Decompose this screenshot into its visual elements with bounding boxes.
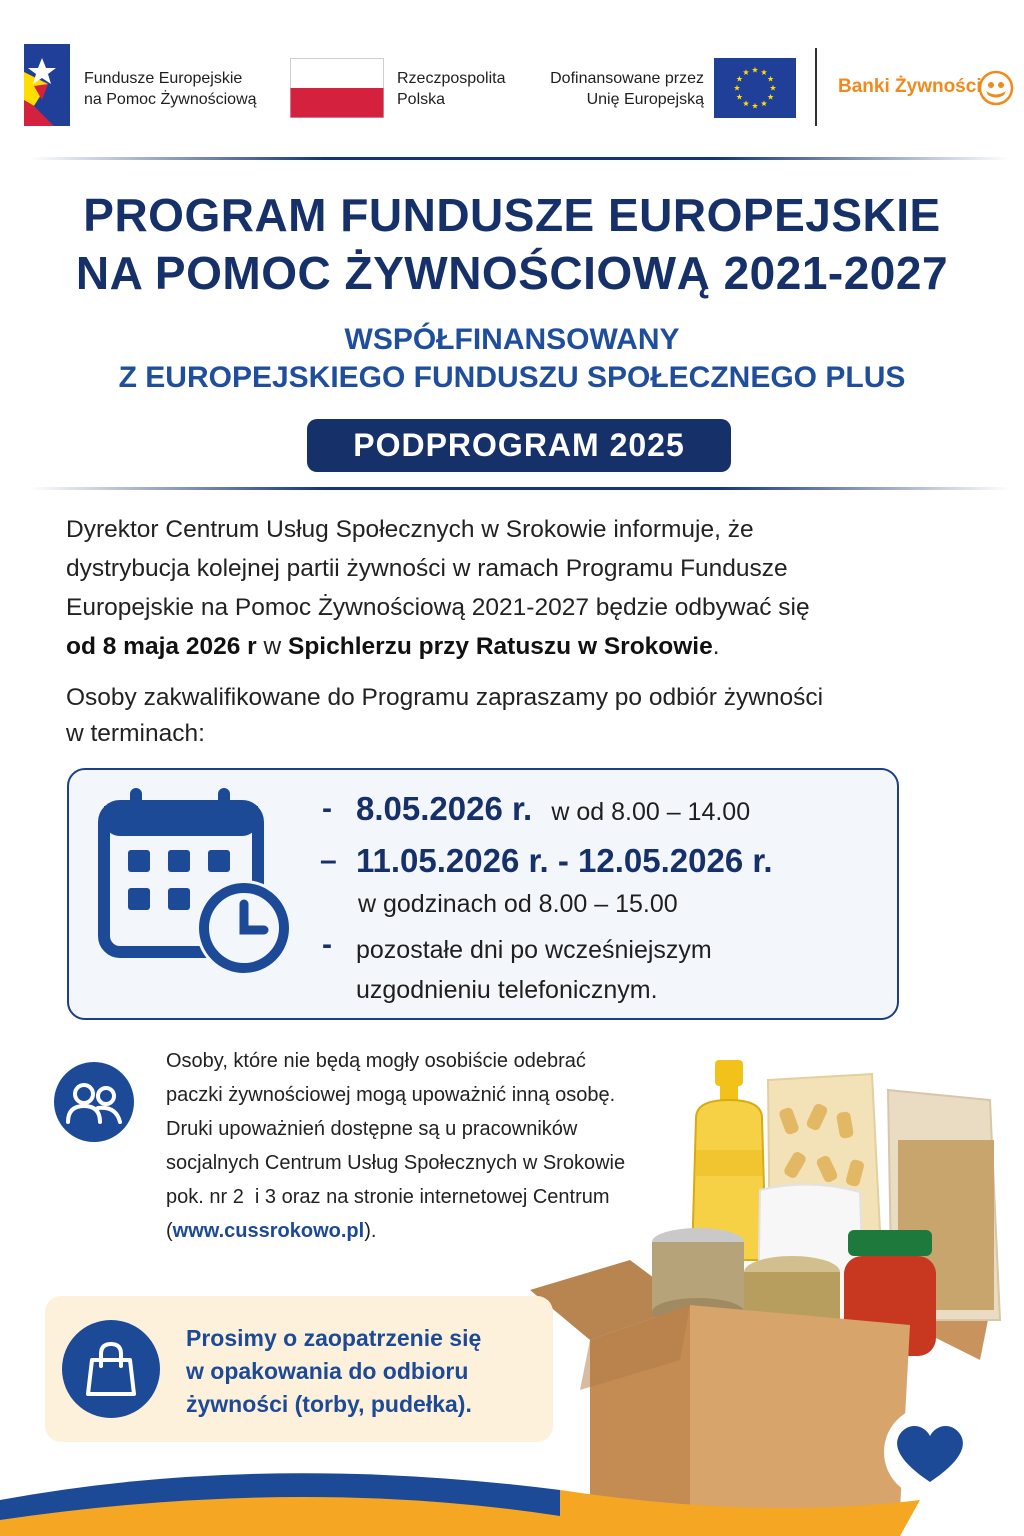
distribution-date: od 8 maja 2026 r xyxy=(66,633,257,660)
paragraph-line-2: dystrybucja kolejnej partii żywności w ramach Programu Fundusze xyxy=(66,555,788,582)
fe-logo-text xyxy=(84,68,257,110)
schedule-date-1: 8.05.2026 r. xyxy=(356,790,533,827)
schedule-other-days xyxy=(356,930,712,1010)
info-paren-open: ( xyxy=(166,1220,173,1242)
info-paren-close: ). xyxy=(364,1220,377,1242)
logo-separator xyxy=(815,48,817,126)
poland-flag-icon xyxy=(290,58,384,118)
eu-flag-icon xyxy=(714,58,796,118)
logo-bar xyxy=(0,0,1024,160)
invitation-line-1: Osoby zakwalifikowane do Programu zapraszamy po odbiór żywności xyxy=(66,684,824,711)
fe-logo-icon xyxy=(24,44,70,126)
schedule-other-line-2: uzgodnieniu telefonicznym. xyxy=(356,976,658,1004)
schedule-time-2: w godzinach od 8.00 – 15.00 xyxy=(358,890,678,918)
calendar-clock-icon xyxy=(98,788,294,984)
schedule-row-1 xyxy=(356,790,750,828)
schedule-dash-1: - xyxy=(322,792,332,825)
fe-line-1: Fundusze Europejskie xyxy=(84,70,243,87)
food-bank-icon xyxy=(978,70,1014,106)
header-rule-bottom xyxy=(30,487,1010,490)
paragraph-line-3: Europejskie na Pomoc Żywnościową 2021-2027 będzie odbywać się xyxy=(66,594,810,621)
fe-line-2: na Pomoc Żywnościową xyxy=(84,91,257,108)
paragraph-period: . xyxy=(712,633,720,660)
schedule-date-2: 11.05.2026 r. - 12.05.2026 r. xyxy=(356,842,773,879)
schedule-dash-2: – xyxy=(320,844,337,877)
paragraph-connector: w xyxy=(256,633,288,660)
paragraph-line-4 xyxy=(66,627,966,666)
pl-line-2: Polska xyxy=(397,91,446,108)
subtitle-line-1: WSPÓŁFINANSOWANY xyxy=(344,323,680,356)
schedule-dash-3: - xyxy=(322,928,332,961)
subtitle-line-2: Z EUROPEJSKIEGO FUNDUSZU SPOŁECZNEGO PLUS xyxy=(118,361,906,394)
banki-zywnosci-text: Banki Żywności xyxy=(838,76,982,97)
info-line-2: paczki żywnościowej mogą upoważnić inną osobę. xyxy=(166,1084,616,1106)
people-icon-badge xyxy=(54,1062,134,1142)
bag-notice-text xyxy=(186,1322,526,1421)
info-line-3: Druki upoważnień dostępne są u pracowników xyxy=(166,1118,578,1140)
bag-icon-badge xyxy=(62,1320,160,1418)
website-link[interactable]: www.cussrokowo.pl xyxy=(172,1220,365,1242)
shopping-bag-icon xyxy=(62,1320,160,1418)
invitation-paragraph xyxy=(66,680,966,752)
paragraph-line-1: Dyrektor Centrum Usług Społecznych w Srokowie informuje, że xyxy=(66,516,754,543)
info-line-4: socjalnych Centrum Usług Społecznych w Srokowie xyxy=(166,1152,626,1174)
people-icon xyxy=(54,1062,134,1142)
pl-logo-text xyxy=(397,68,506,110)
bag-line-1: Prosimy o zaopatrzenie się xyxy=(186,1325,482,1351)
distribution-place: Spichlerzu przy Ratuszu w Srokowie xyxy=(287,633,713,660)
schedule-time-1: w od 8.00 – 14.00 xyxy=(551,798,751,826)
info-line-5: pok. nr 2 i 3 oraz na stronie internetowej Centrum xyxy=(166,1186,610,1208)
pl-line-1: Rzeczpospolita xyxy=(397,70,506,87)
eu-logo-text xyxy=(540,68,704,110)
announcement-paragraph xyxy=(66,510,966,666)
page-title-line-1: PROGRAM FUNDUSZE EUROPEJSKIE xyxy=(83,189,941,241)
invitation-line-2: w terminach: xyxy=(66,720,205,747)
page-title-line-2: NA POMOC ŻYWNOŚCIOWĄ 2021-2027 xyxy=(75,247,949,299)
eu-line-2: Unię Europejską xyxy=(586,91,704,108)
subprogram-badge: PODPROGRAM 2025 xyxy=(307,419,731,472)
bag-line-2: w opakowania do odbioru xyxy=(186,1358,469,1384)
bag-line-3: żywności (torby, pudełka). xyxy=(186,1391,472,1417)
info-line-1: Osoby, które nie będą mogły osobiście odebrać xyxy=(166,1050,586,1072)
schedule-other-line-1: pozostałe dni po wcześniejszym xyxy=(356,936,712,964)
eu-line-1: Dofinansowane przez xyxy=(550,70,704,87)
header-rule-top xyxy=(30,157,1010,160)
